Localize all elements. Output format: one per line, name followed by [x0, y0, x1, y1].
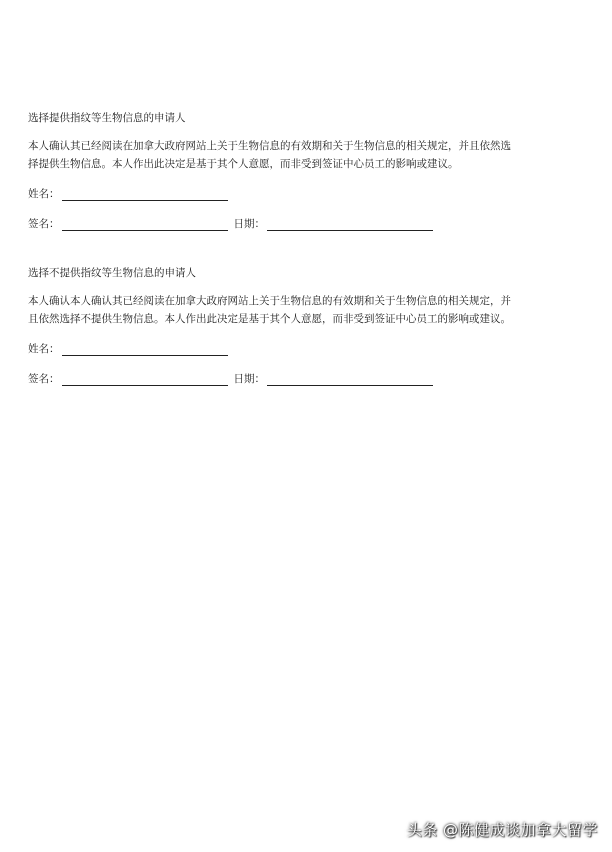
- paragraph-line: 本人确认本人确认其已经阅读在加拿大政府网站上关于生物信息的有效期和关于生物信息的相关规定，并: [28, 295, 511, 307]
- signature-date-row: [28, 372, 588, 386]
- paragraph-line: 且依然选择不提供生物信息。本人作出此决定是基于其个人意愿，而非受到签证中心员工的影响或建议。: [28, 313, 511, 325]
- paragraph-line: 本人确认其已经阅读在加拿大政府网站上关于生物信息的有效期和关于生物信息的相关规定，并且依然选: [28, 140, 511, 152]
- name-label: 姓名：: [28, 188, 60, 200]
- name-field[interactable]: [62, 189, 228, 201]
- signature-label: 签名：: [28, 373, 60, 385]
- section-decline-biometrics: [28, 266, 588, 386]
- date-field[interactable]: [267, 219, 433, 231]
- name-label: 姓名：: [28, 343, 60, 355]
- date-field[interactable]: [267, 374, 433, 386]
- section-provide-biometrics: [28, 111, 588, 231]
- date-label: 日期：: [233, 373, 265, 385]
- signature-field[interactable]: [62, 219, 228, 231]
- signature-date-row: [28, 217, 588, 231]
- signature-label: 签名：: [28, 218, 60, 230]
- section-heading: 选择提供指纹等生物信息的申请人: [28, 112, 186, 124]
- declaration-paragraph: [28, 292, 563, 328]
- section-heading: 选择不提供指纹等生物信息的申请人: [28, 267, 196, 279]
- name-field[interactable]: [62, 344, 228, 356]
- paragraph-line: 择提供生物信息。本人作出此决定是基于其个人意愿，而非受到签证中心员工的影响或建议。: [28, 158, 459, 170]
- watermark: 头条 @陈健成谈加拿大留学: [406, 821, 598, 839]
- date-label: 日期：: [233, 218, 265, 230]
- declaration-paragraph: [28, 137, 563, 173]
- name-row: [28, 342, 588, 356]
- signature-field[interactable]: [62, 374, 228, 386]
- name-row: [28, 187, 588, 201]
